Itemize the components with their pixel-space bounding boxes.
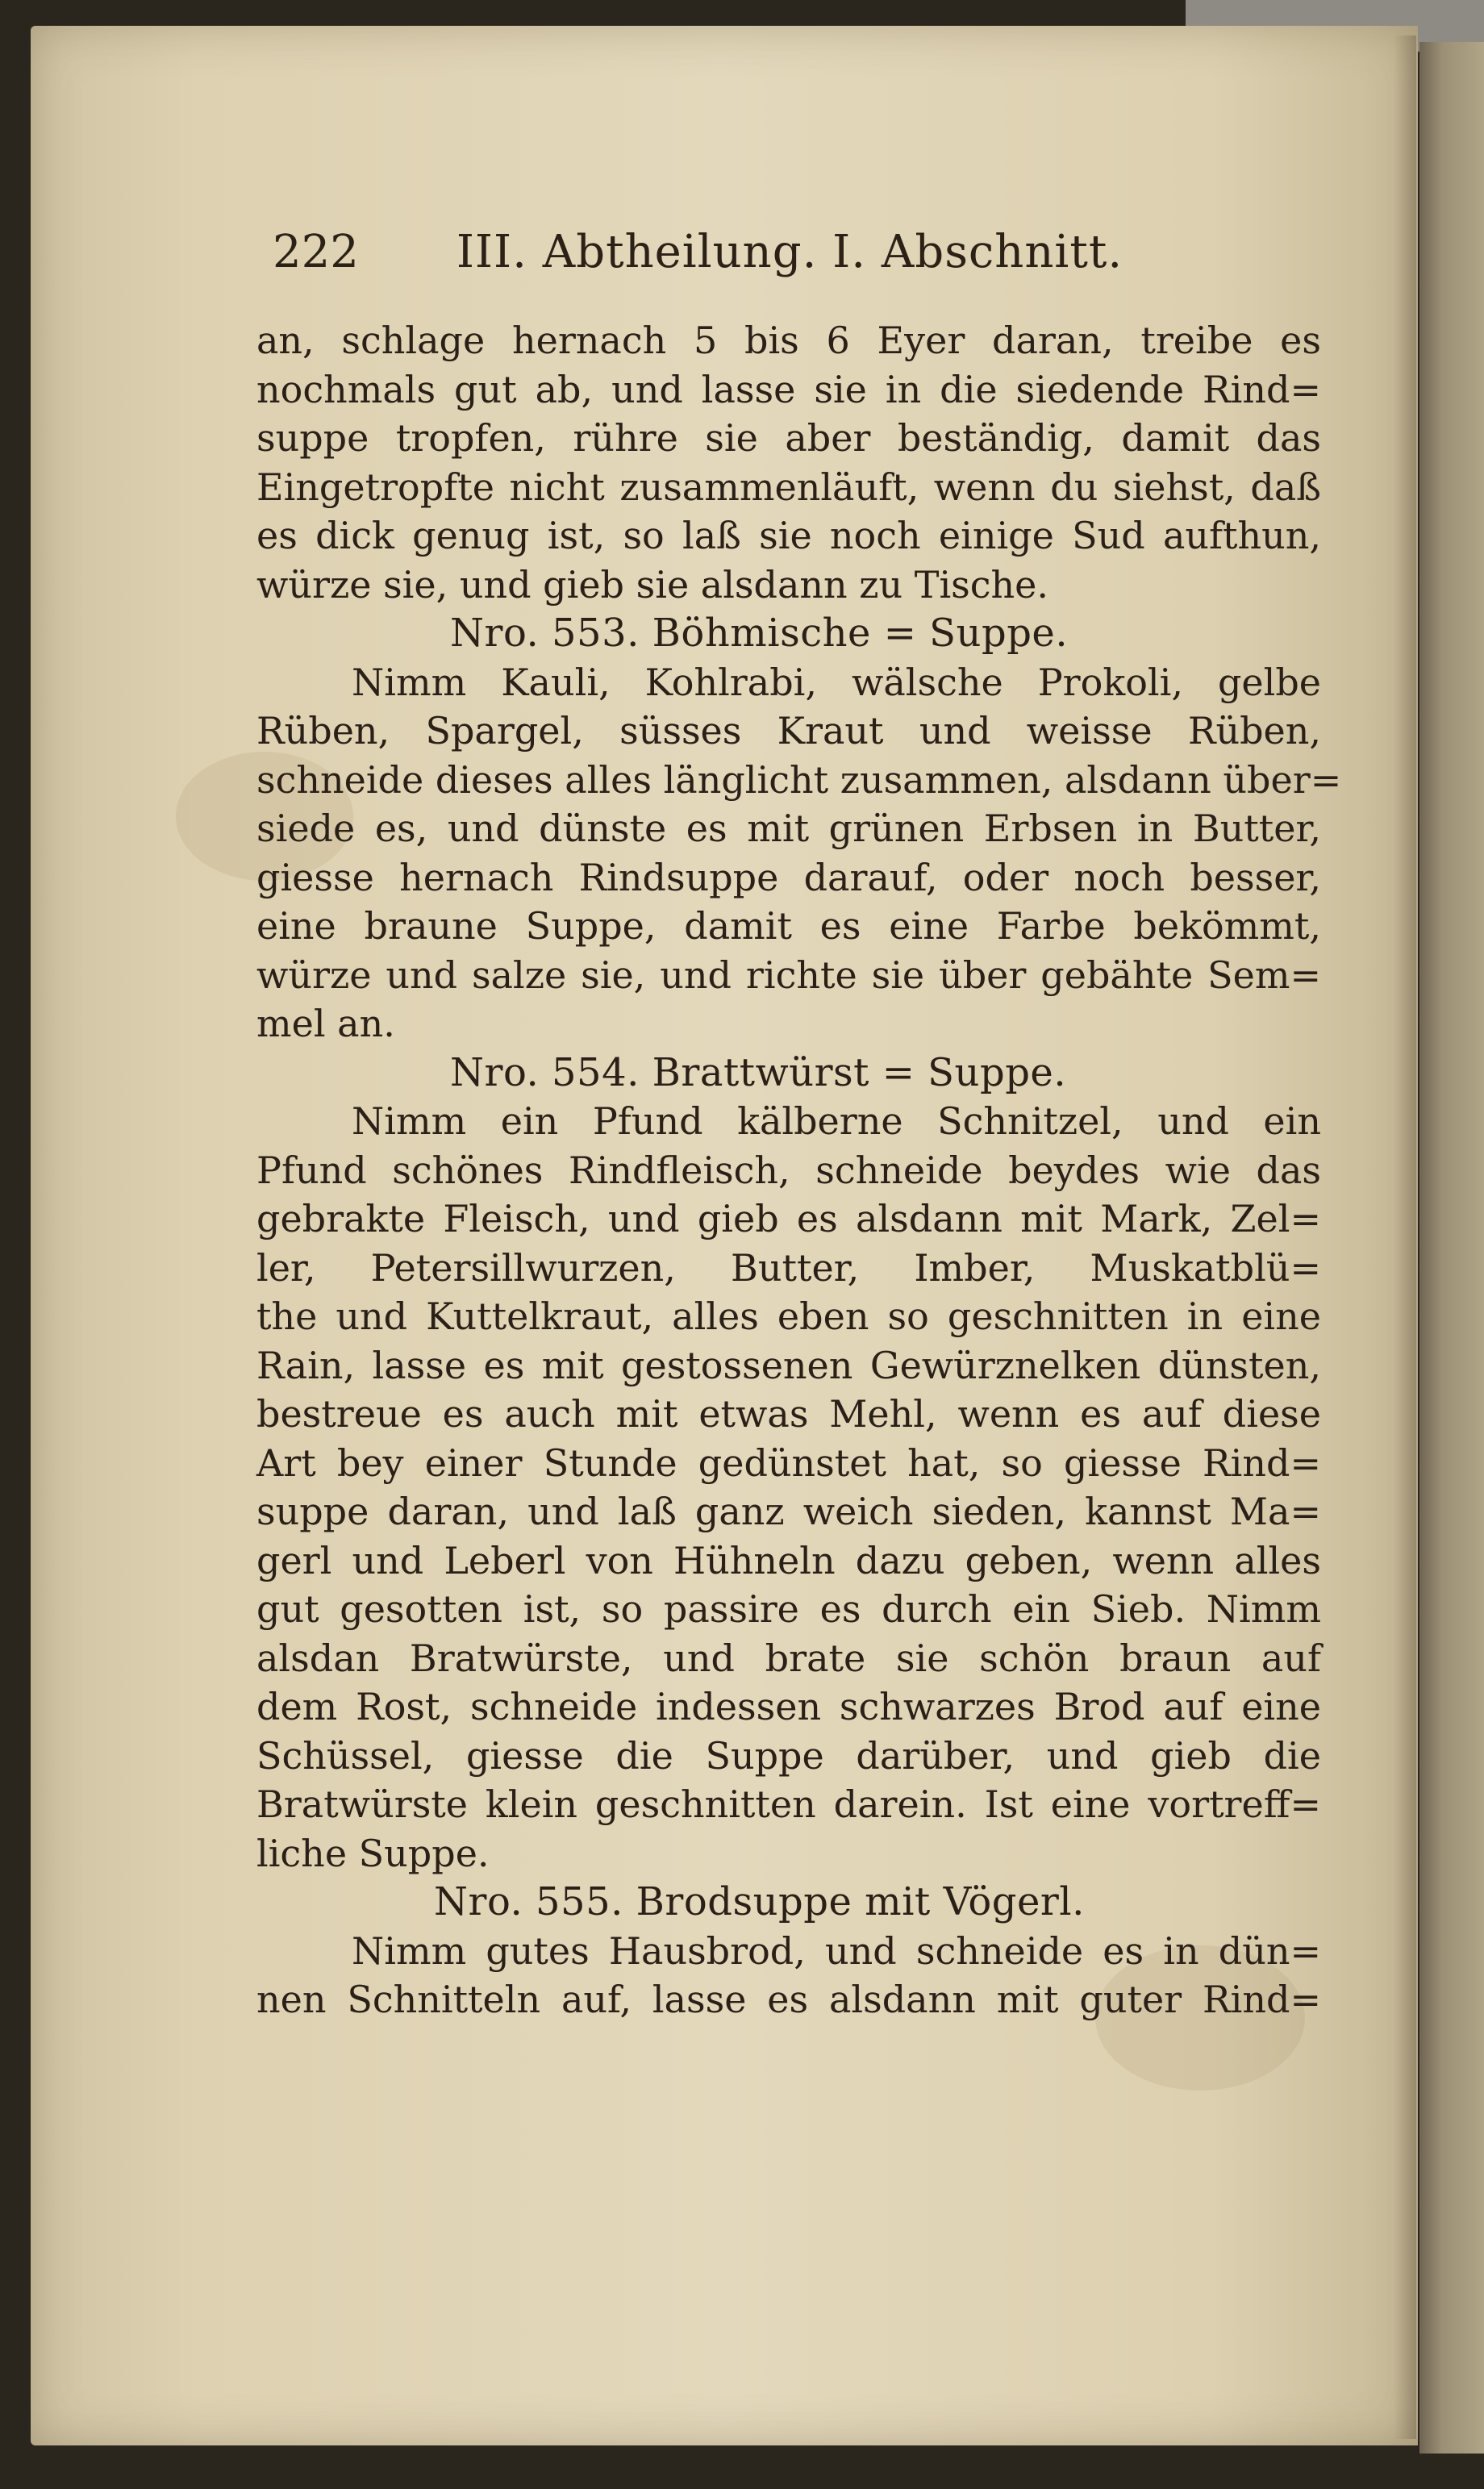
facing-page-edge	[1419, 42, 1484, 2454]
text-line: würze sie, und gieb sie alsdann zu Tische.	[256, 562, 1048, 607]
page-number: 222	[273, 226, 359, 278]
text-line: Rain, lasse es mit gestossenen Gewürznelken dünsten,	[256, 1343, 1321, 1387]
body-text	[256, 316, 1342, 2024]
text-line: gerl und Leberl von Hühneln dazu geben, wenn alles	[256, 1538, 1321, 1582]
text-line: es dick genug ist, so laß sie noch einige Sud aufthun,	[256, 514, 1321, 557]
text-line: Eingetropfte nicht zusammenläuft, wenn du siehst, daß	[256, 465, 1321, 509]
text-line: Schüssel, giesse die Suppe darüber, und gieb die	[256, 1733, 1321, 1778]
text-line: schneide dieses alles länglicht zusammen, alsdann über=	[256, 757, 1342, 802]
text-line: alsdan Bratwürste, und brate sie schön braun auf	[256, 1636, 1321, 1680]
text-line: Bratwürste klein geschnitten darein. Ist eine vortreff=	[256, 1782, 1321, 1826]
text-line: gut gesotten ist, so passire es durch ein Sieb. Nimm	[256, 1587, 1321, 1631]
text-line: suppe daran, und laß ganz weich sieden, kannst Ma=	[256, 1490, 1321, 1533]
recipe-heading: Nro. 554. Brattwürst = Suppe.	[450, 1049, 1067, 1095]
text-line: Pfund schönes Rindfleisch, schneide beydes wie das	[256, 1148, 1321, 1192]
text-line: Nimm Kauli, Kohlrabi, wälsche Prokoli, gelbe	[352, 660, 1321, 704]
text-line: nochmals gut ab, und lasse sie in die siedende Rind=	[256, 367, 1321, 411]
recipe-heading: Nro. 555. Brodsuppe mit Vögerl.	[434, 1879, 1085, 1924]
text-line: an, schlage hernach 5 bis 6 Eyer daran, treibe es	[256, 319, 1321, 362]
text-line: suppe tropfen, rühre sie aber beständig, damit das	[256, 416, 1321, 460]
recipe-heading: Nro. 553. Böhmische = Suppe.	[450, 611, 1069, 656]
text-line: würze und salze sie, und richte sie über gebähte Sem=	[256, 953, 1321, 997]
text-line: Rüben, Spargel, süsses Kraut und weisse Rüben,	[256, 709, 1321, 753]
text-line: the und Kuttelkraut, alles eben so geschnitten in eine	[256, 1295, 1321, 1338]
text-line: nen Schnitteln auf, lasse es alsdann mit guter Rind=	[256, 1978, 1321, 2021]
text-line: Art bey einer Stunde gedünstet hat, so giesse Rind=	[256, 1440, 1321, 1485]
text-line: Nimm ein Pfund kälberne Schnitzel, und ein	[352, 1099, 1321, 1143]
running-head: III. Abtheilung. I. Abschnitt.	[456, 226, 1123, 278]
text-line: mel an.	[256, 1002, 395, 1045]
text-line: ler, Petersillwurzen, Butter, Imber, Muskatblü=	[256, 1245, 1321, 1290]
text-line: Nimm gutes Hausbrod, und schneide es in dün=	[352, 1928, 1321, 1973]
text-line: dem Rost, schneide indessen schwarzes Brod auf eine	[256, 1685, 1321, 1728]
text-line: gebrakte Fleisch, und gieb es alsdann mit Mark, Zel=	[256, 1197, 1321, 1240]
text-line: liche Suppe.	[256, 1831, 490, 1875]
text-line: giesse hernach Rindsuppe darauf, oder noch besser,	[256, 855, 1321, 899]
page-shadow	[1394, 35, 1416, 2439]
text-line: bestreue es auch mit etwas Mehl, wenn es auf diese	[256, 1392, 1321, 1436]
page-header	[273, 216, 1321, 289]
text-line: eine braune Suppe, damit es eine Farbe bekömmt,	[256, 904, 1321, 948]
text-line: siede es, und dünste es mit grünen Erbsen in Butter,	[256, 807, 1321, 850]
